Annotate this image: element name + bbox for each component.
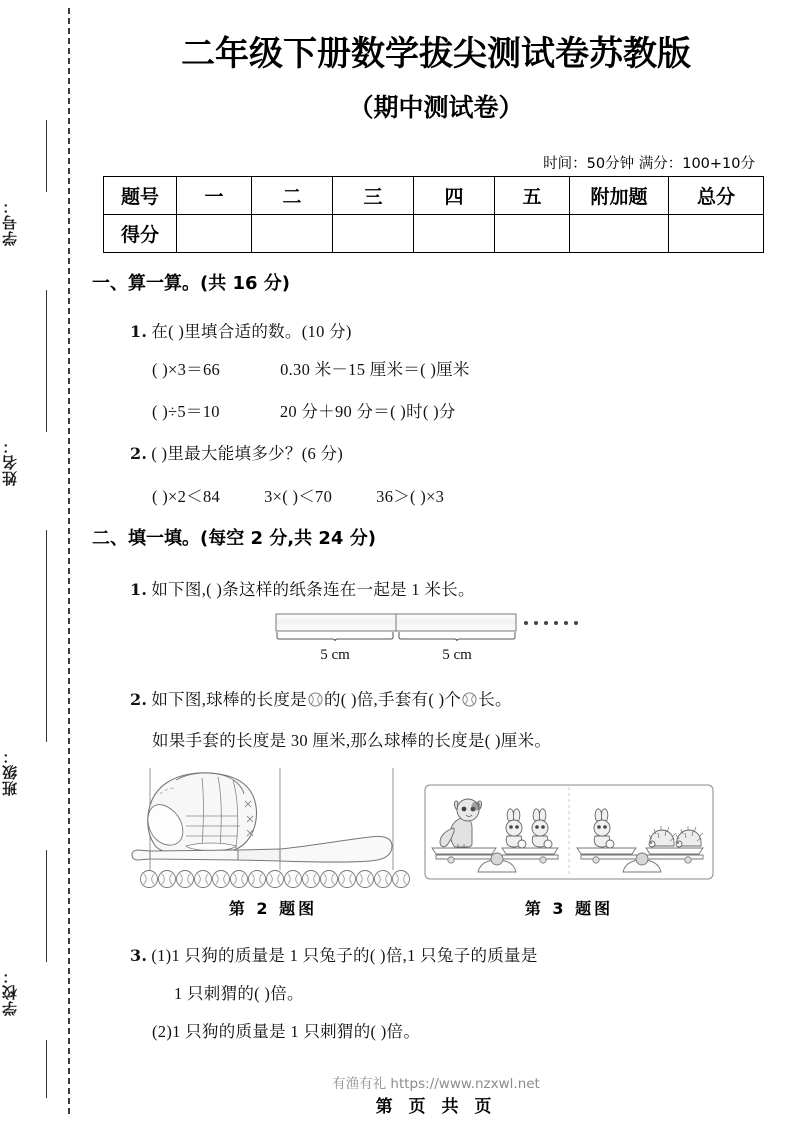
question-2-1	[130, 576, 475, 600]
margin-label-student-id: 学号：	[3, 198, 19, 246]
score-cell-5[interactable]	[495, 215, 570, 253]
question-1-2-expressions	[152, 483, 444, 507]
expression-left: ( )×3＝66	[152, 360, 221, 379]
strip-label-right: 5 cm	[442, 647, 472, 663]
score-table-col-5: 五	[495, 177, 570, 215]
question-text: (1)1 只狗的质量是 1 只兔子的( )倍,1 只兔子的质量是	[151, 946, 538, 965]
margin-rule	[46, 1040, 47, 1098]
question-text-part-a: 如下图,球棒的长度是	[151, 690, 307, 709]
score-cell-2[interactable]	[252, 215, 333, 253]
question-2-2-line-1	[130, 686, 512, 710]
margin-rule	[46, 290, 47, 432]
page-footer: 第 页 共 页	[375, 1097, 497, 1117]
expression-2: 3×( )＜70	[264, 487, 333, 506]
score-table-col-total: 总分	[669, 177, 764, 215]
sealing-margin	[0, 0, 86, 1122]
exam-sheet	[86, 0, 793, 1122]
question-number: 2.	[130, 444, 148, 463]
score-cell-bonus[interactable]	[570, 215, 669, 253]
score-table-col-2: 二	[252, 177, 333, 215]
score-table	[103, 176, 764, 253]
expression-right: 0.30 米－15 厘米＝( )厘米	[280, 360, 470, 379]
question-2-3-line-3: (2)1 只狗的质量是 1 只刺猬的( )倍。	[152, 1022, 421, 1041]
score-table-col-3: 三	[333, 177, 414, 215]
figure-caption-question-3: 第 3 题图	[524, 899, 614, 918]
score-cell-4[interactable]	[414, 215, 495, 253]
margin-rule	[46, 530, 47, 742]
question-text: 如下图,( )条这样的纸条连在一起是 1 米长。	[151, 580, 475, 599]
baseball-icon	[462, 692, 477, 707]
question-2-3-line-2: 1 只刺猬的( )倍。	[174, 984, 304, 1003]
score-table-col-4: 四	[414, 177, 495, 215]
margin-rule	[46, 850, 47, 962]
score-table-row-label: 得分	[104, 215, 177, 253]
question-text: 在( )里填合适的数。(10 分)	[151, 322, 352, 341]
score-table-col-bonus: 附加题	[570, 177, 669, 215]
page-title: 二年级下册数学拔尖测试卷苏教版	[181, 34, 691, 74]
section-heading-one: 一、算一算。(共 16 分)	[92, 273, 291, 294]
bat-and-glove-figure	[130, 766, 416, 894]
margin-label-school: 学校：	[3, 968, 19, 1016]
margin-label-class: 班级：	[3, 748, 19, 796]
figure-caption-question-2: 第 2 题图	[228, 899, 318, 918]
question-1-2	[130, 440, 343, 464]
balance-scales-figure	[424, 784, 714, 880]
strip-label-left: 5 cm	[320, 647, 350, 663]
table-row-header	[104, 177, 764, 215]
score-cell-1[interactable]	[177, 215, 252, 253]
question-1-1-line-1	[152, 356, 470, 380]
score-table-row-label: 题号	[104, 177, 177, 215]
expression-3: 36＞( )×3	[376, 487, 445, 506]
score-cell-3[interactable]	[333, 215, 414, 253]
table-row-score	[104, 215, 764, 253]
question-2-2-line-2: 如果手套的长度是 30 厘米,那么球棒的长度是( )厘米。	[152, 731, 552, 750]
expression-left: ( )÷5＝10	[152, 402, 220, 421]
baseball-icon	[308, 692, 323, 707]
paper-strip-figure	[274, 610, 614, 672]
question-text-part-b: 的( )倍,手套有( )个	[323, 690, 462, 709]
question-number: 1.	[130, 322, 148, 341]
sealing-dashed-line	[68, 8, 70, 1114]
question-1-1-line-2	[152, 398, 456, 422]
question-number: 3.	[130, 946, 148, 965]
expression-right: 20 分＋90 分＝( )时( )分	[279, 402, 456, 421]
watermark-text: 有渔有礼 https://www.nzxwl.net	[332, 1076, 540, 1092]
question-text-part-c: 长。	[478, 690, 512, 709]
margin-rule	[46, 120, 47, 192]
section-heading-two: 二、填一填。(每空 2 分,共 24 分)	[92, 528, 376, 549]
question-2-3-line-1	[130, 942, 538, 966]
question-number: 2.	[130, 690, 148, 709]
question-number: 1.	[130, 580, 148, 599]
question-text: ( )里最大能填多少？(6 分)	[151, 444, 344, 463]
score-table-col-1: 一	[177, 177, 252, 215]
page-subtitle: （期中测试卷）	[348, 93, 524, 122]
question-1-1	[130, 318, 352, 342]
exam-meta-info: 时间：50分钟 满分：100+10分	[543, 156, 755, 172]
strip-ellipsis-dots	[524, 621, 578, 625]
score-cell-total[interactable]	[669, 215, 764, 253]
expression-1: ( )×2＜84	[152, 487, 221, 506]
baseball-row	[141, 871, 410, 888]
margin-label-name: 姓名：	[3, 438, 19, 486]
